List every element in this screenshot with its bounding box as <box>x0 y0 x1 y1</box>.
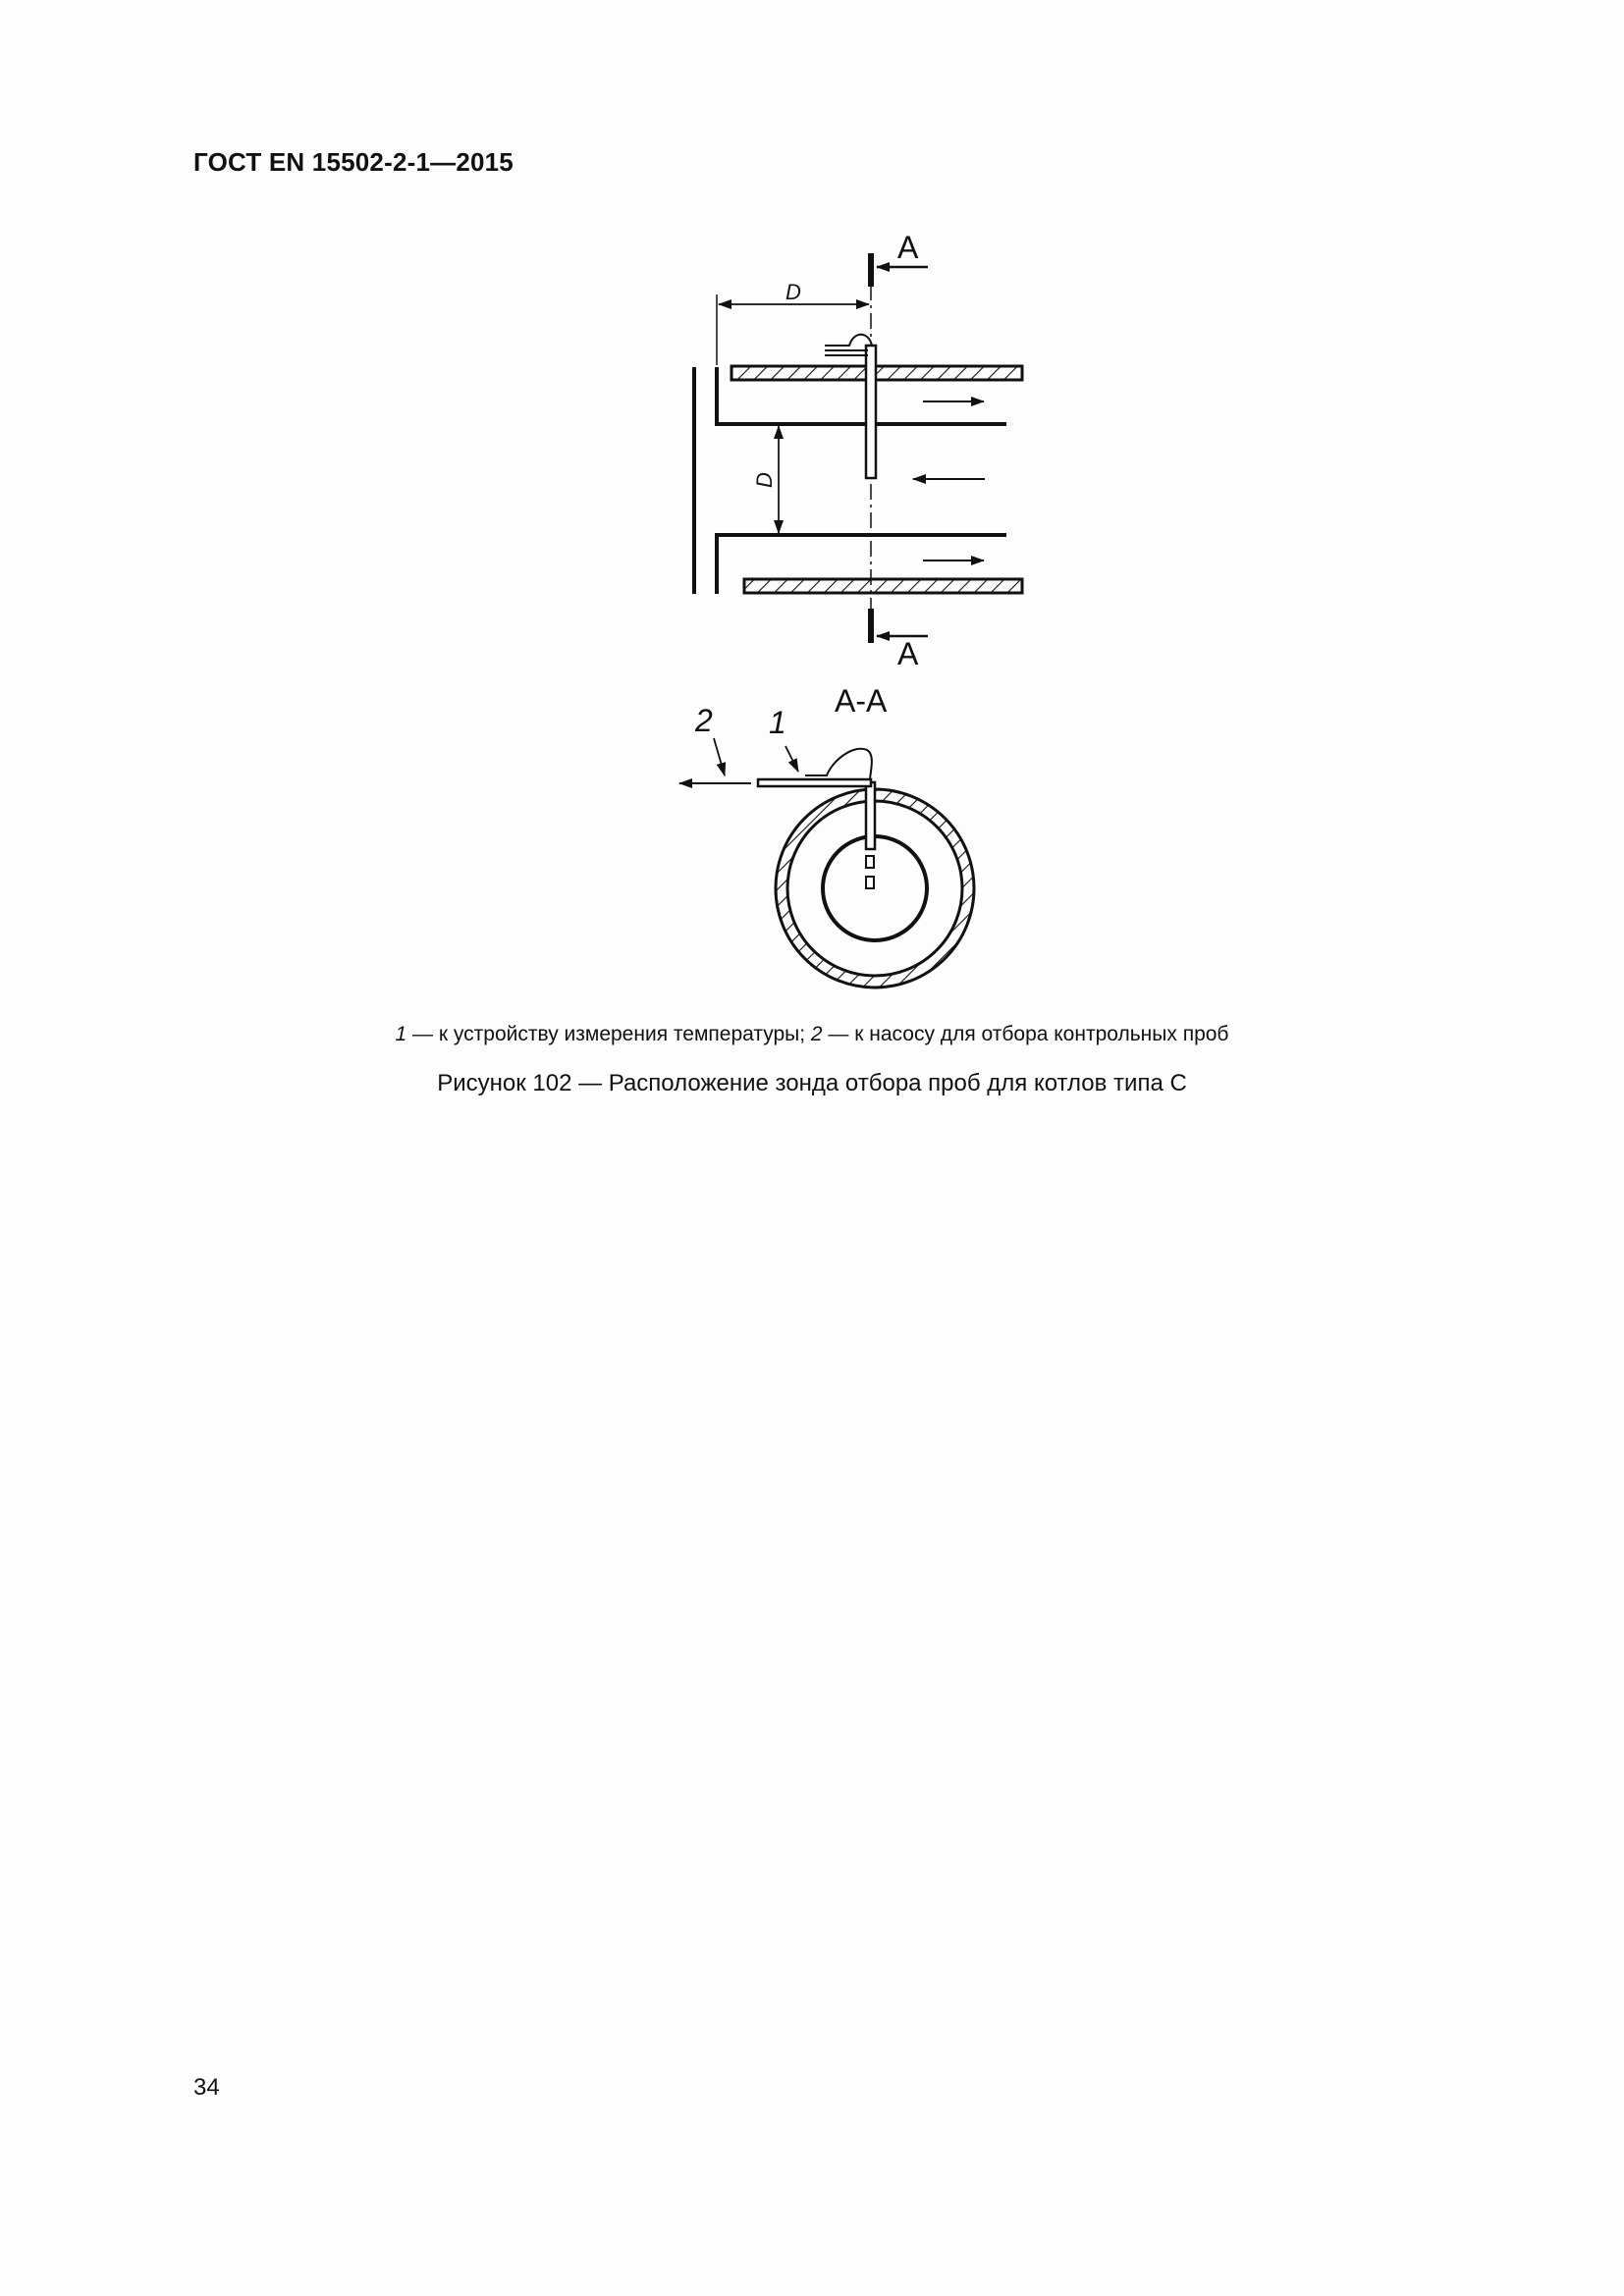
dimension-label-vertical: D <box>752 472 777 488</box>
longitudinal-view <box>694 253 1022 643</box>
legend-item1-number: 1 <box>395 1023 407 1045</box>
outer-pipe-lower-wall <box>744 579 1022 593</box>
thermocouple-wire <box>825 335 872 346</box>
callout-leader-2 <box>714 738 725 775</box>
section-label-bottom: A <box>897 636 919 671</box>
figure-legend <box>0 1023 1624 1046</box>
callout-label-2: 2 <box>695 703 713 738</box>
probe-outlet <box>758 779 871 786</box>
technical-drawing <box>0 0 1624 1129</box>
dimension-label-horizontal: D <box>785 280 801 304</box>
callout-leader-1 <box>785 746 798 772</box>
cross-section-view <box>679 738 974 988</box>
probe-section <box>866 782 875 849</box>
page-number: 34 <box>193 2074 220 2101</box>
figure-probe-location <box>0 0 1624 1129</box>
section-label-top: A <box>897 230 919 265</box>
figure-caption: Рисунок 102 — Расположение зонда отбора проб для котлов типа С <box>437 1070 1187 1096</box>
section-view-title: A-A <box>835 683 888 719</box>
legend-item2-number: 2 <box>810 1023 823 1045</box>
legend-item1-text: — к устройству измерения температуры; <box>406 1023 811 1045</box>
callout-label-1: 1 <box>769 705 786 740</box>
document-header: ГОСТ EN 15502-2-1—2015 <box>193 147 514 177</box>
sampling-probe <box>866 346 876 478</box>
legend-item2-text: — к насосу для отбора контрольных проб <box>822 1023 1229 1045</box>
